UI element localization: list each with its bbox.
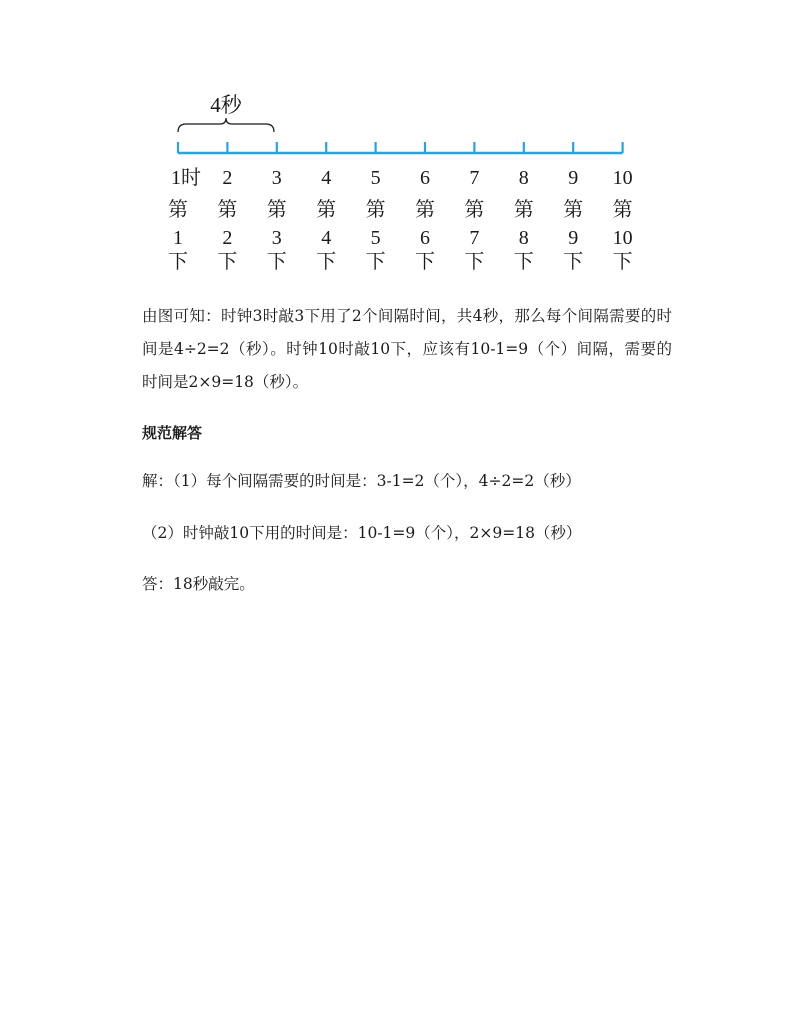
- strike-char: 下: [168, 251, 188, 273]
- order-number: 7: [469, 227, 480, 249]
- tick-label: 5: [370, 167, 381, 189]
- order-char: 第: [563, 199, 584, 221]
- tick-label: 10: [612, 167, 633, 189]
- strike-char: 下: [415, 251, 435, 273]
- order-number: 9: [568, 227, 579, 249]
- solution-step-1: 解：（1）每个间隔需要的时间是：3-1=2（个），4÷2=2（秒）: [142, 472, 581, 490]
- analysis-paragraph: 由图可知：时钟3时敲3下用了2个间隔时间，共4秒，那么每个间隔需要的时间是4÷2=2（秒）。时钟10时敲10下，应该有10-1=9（个）间隔，需要的时间是2×9=18（秒）。: [142, 307, 672, 391]
- order-char: 第: [316, 199, 337, 221]
- tick-label: 4: [321, 167, 332, 189]
- tick-label: 6: [420, 167, 430, 189]
- strike-char: 下: [316, 251, 337, 273]
- order-number: 5: [370, 227, 381, 249]
- order-char: 第: [168, 199, 188, 221]
- order-number: 6: [420, 227, 430, 249]
- order-number: 4: [321, 227, 332, 249]
- order-char: 第: [217, 199, 238, 221]
- order-char: 第: [415, 199, 435, 221]
- order-number: 3: [271, 227, 282, 249]
- solution-step-2: （2）时钟敲10下用的时间是：10-1=9（个），2×9=18（秒）: [142, 524, 582, 542]
- tick-label: 1时: [171, 167, 201, 189]
- tick-label: 3: [271, 167, 282, 189]
- timeline-diagram: [0, 0, 800, 280]
- strike-char: 下: [563, 251, 584, 273]
- strike-char: 下: [365, 251, 386, 273]
- order-number: 2: [222, 227, 233, 249]
- brace-label: 4秒: [210, 93, 242, 117]
- order-number: 8: [518, 227, 529, 249]
- tick-label: 8: [518, 167, 529, 189]
- order-number: 1: [173, 227, 183, 249]
- brace: [178, 118, 274, 132]
- tick-label: 2: [222, 167, 233, 189]
- order-char: 第: [513, 199, 534, 221]
- strike-char: 下: [513, 251, 534, 273]
- strike-char: 下: [464, 251, 485, 273]
- order-number: 10: [612, 227, 633, 249]
- strike-char: 下: [266, 251, 287, 273]
- strike-char: 下: [612, 251, 633, 273]
- solution-answer: 答：18秒敲完。: [142, 575, 255, 593]
- tick-label: 7: [469, 167, 480, 189]
- solution-heading: 规范解答: [142, 424, 203, 442]
- order-char: 第: [365, 199, 386, 221]
- order-char: 第: [464, 199, 485, 221]
- tick-label: 9: [568, 167, 579, 189]
- order-char: 第: [266, 199, 287, 221]
- strike-char: 下: [217, 251, 238, 273]
- order-char: 第: [612, 199, 633, 221]
